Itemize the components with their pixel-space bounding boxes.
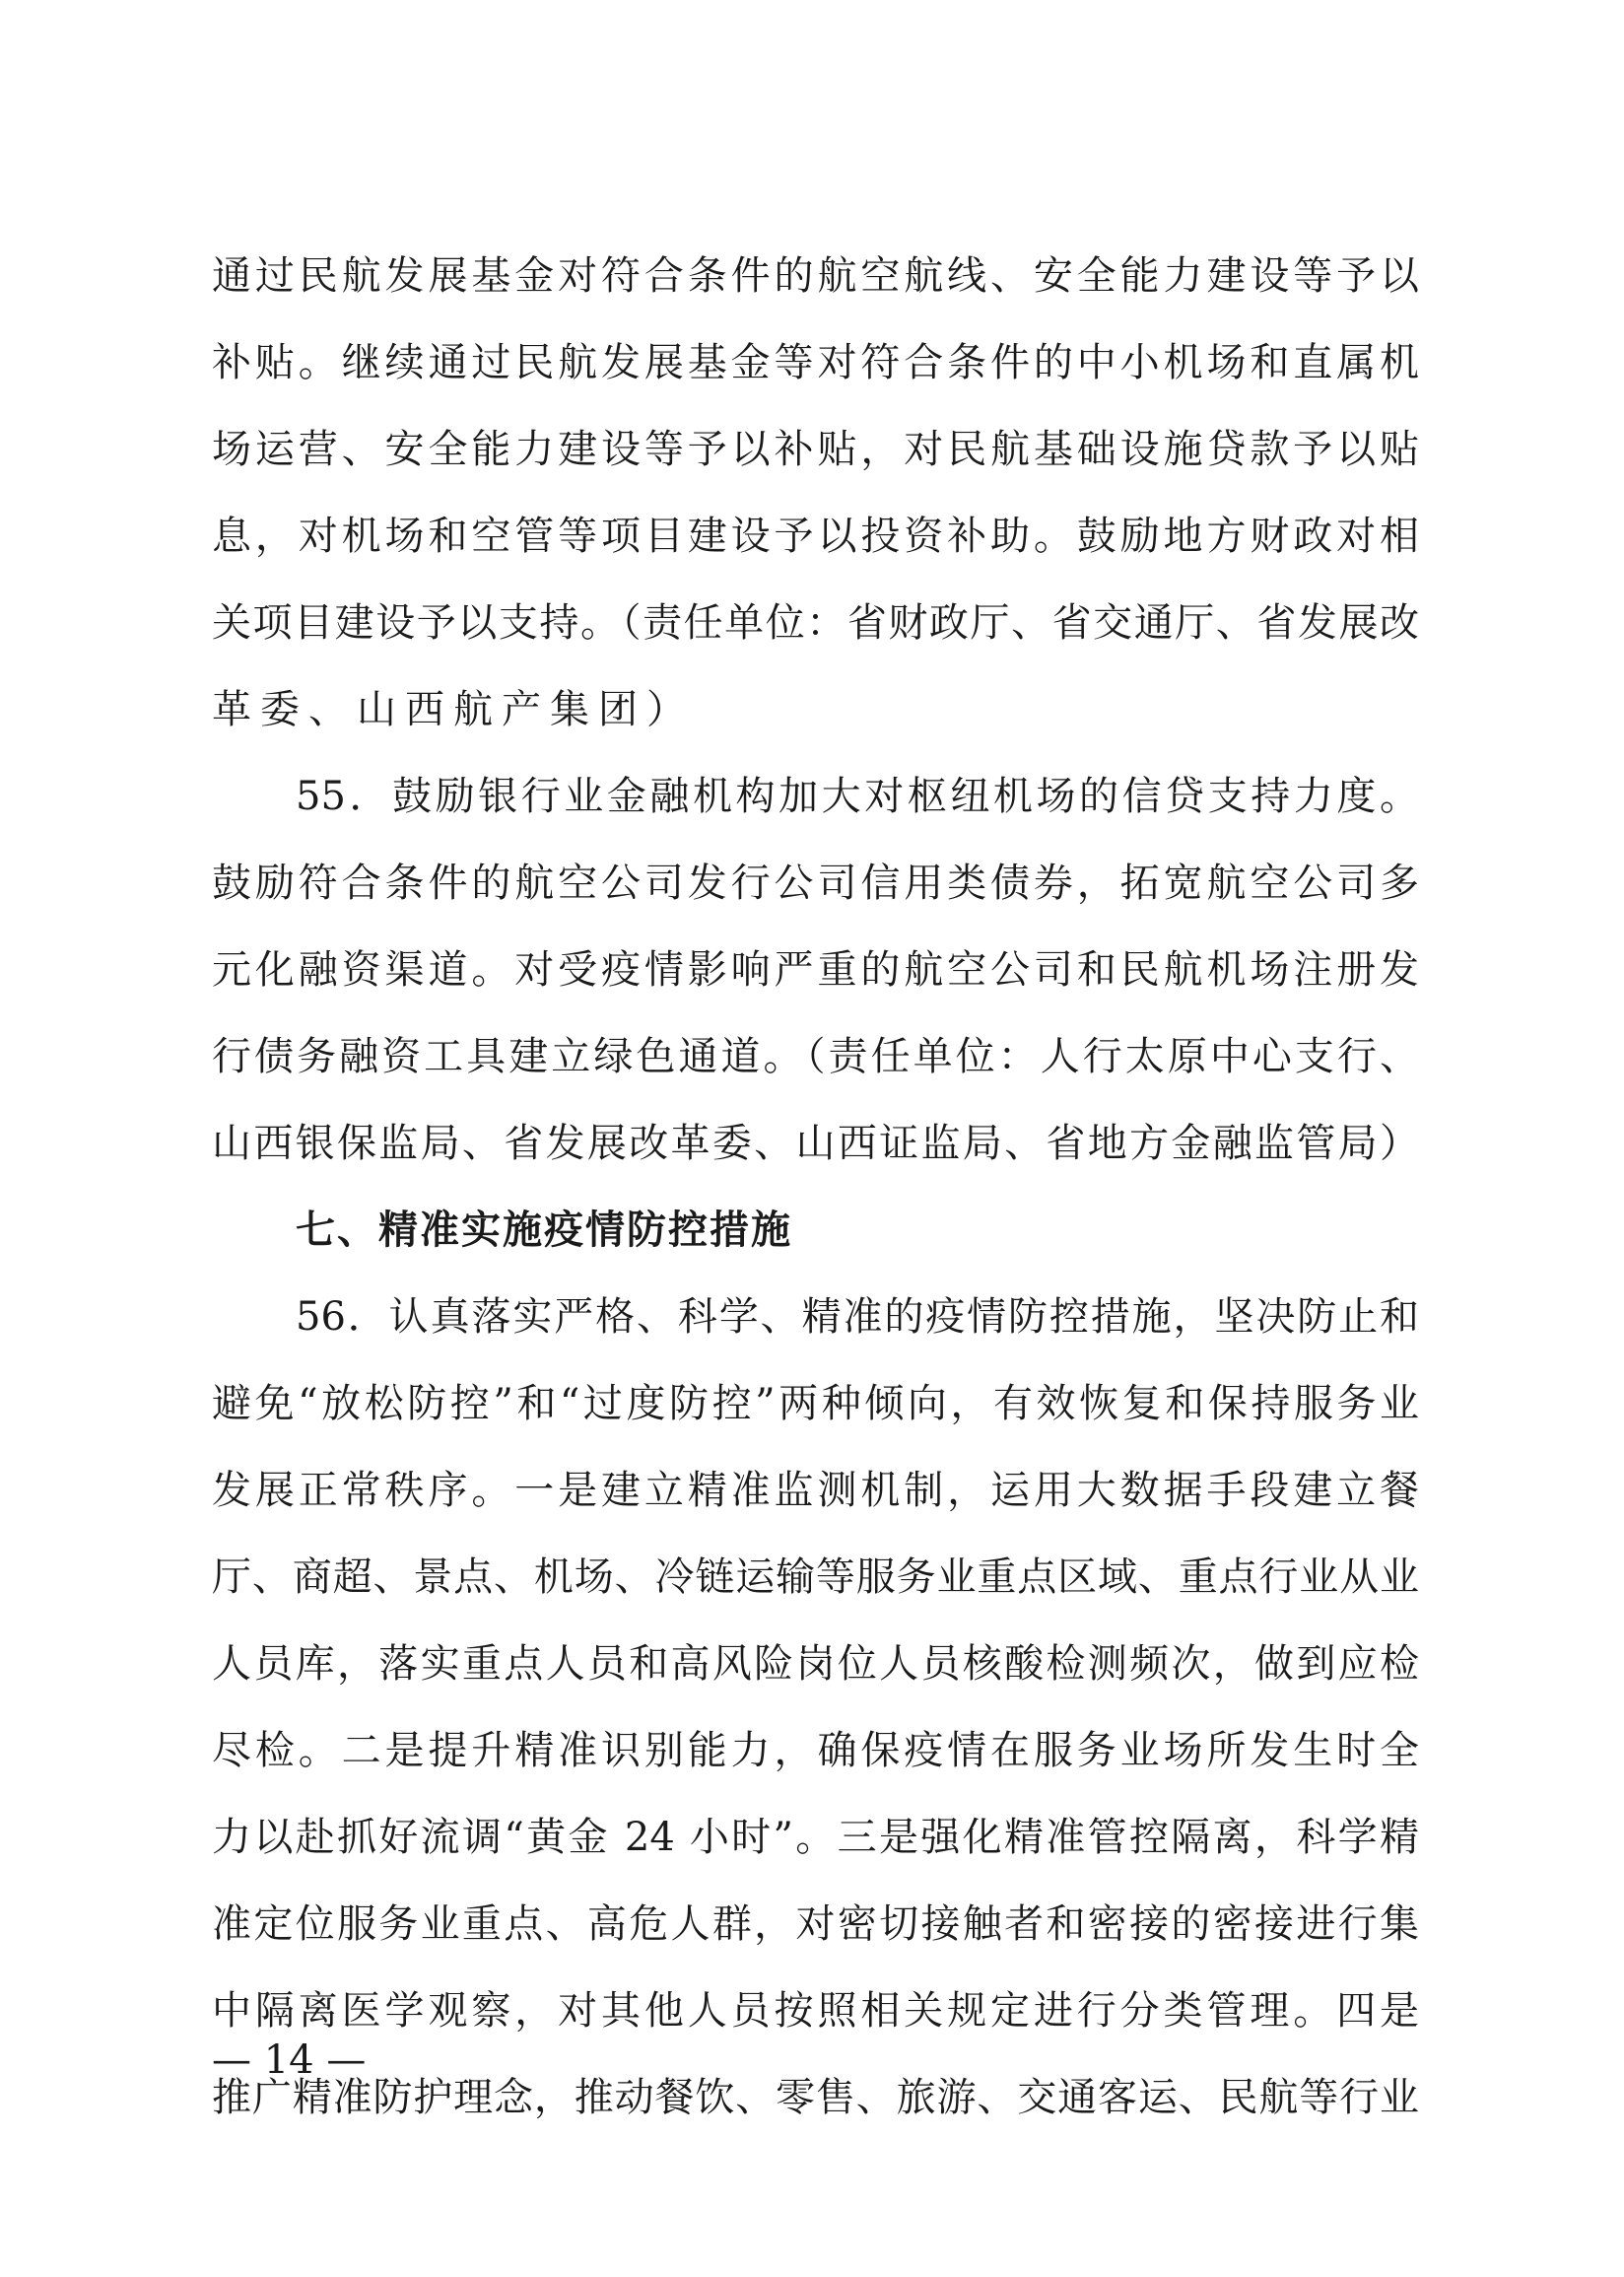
text-line: 补贴。继续通过民航发展基金等对符合条件的中小机场和直属机 (212, 340, 1419, 385)
text-line: 关项目建设予以支持。（责任单位：省财政厅、省交通厅、省发展改 (212, 600, 1419, 646)
text-line: 元化融资渠道。对受疫情影响严重的航空公司和民航机场注册发 (212, 947, 1419, 993)
text-line: 发展正常秩序。一是建立精准监测机制，运用大数据手段建立餐 (212, 1468, 1419, 1513)
text-line: 鼓励符合条件的航空公司发行公司信用类债券，拓宽航空公司多 (212, 861, 1419, 906)
paragraph-55-first-line: 55．鼓励银行业金融机构加大对枢纽机场的信贷支持力度。 (296, 774, 1419, 819)
text-line: 推广精准防护理念，推动餐饮、零售、旅游、交通客运、民航等行业 (212, 2075, 1419, 2120)
text-line: 避免“放松防控”和“过度防控”两种倾向，有效恢复和保持服务业 (212, 1381, 1419, 1426)
paragraph-56-first-line: 56．认真落实严格、科学、精准的疫情防控措施，坚决防止和 (296, 1294, 1419, 1340)
text-line: 山西银保监局、省发展改革委、山西证监局、省地方金融监管局） (212, 1121, 1419, 1166)
text-line: 准定位服务业重点、高危人群，对密切接触者和密接的密接进行集 (212, 1901, 1419, 1947)
text-line: 中隔离医学观察，对其他人员按照相关规定进行分类管理。四是 (212, 1988, 1419, 2034)
text-line: 场运营、安全能力建设等予以补贴，对民航基础设施贷款予以贴 (212, 427, 1419, 472)
text-line: 息，对机场和空管等项目建设予以投资补助。鼓励地方财政对相 (212, 514, 1419, 559)
page-number: — 14 — (212, 2037, 367, 2083)
text-line: 尽检。二是提升精准识别能力，确保疫情在服务业场所发生时全 (212, 1728, 1419, 1773)
text-line: 人员库，落实重点人员和高风险岗位人员核酸检测频次，做到应检 (212, 1641, 1419, 1687)
section-heading: 七、精准实施疫情防控措施 (296, 1208, 792, 1253)
text-line: 行债务融资工具建立绿色通道。（责任单位：人行太原中心支行、 (212, 1034, 1419, 1079)
text-line: 厅、商超、景点、机场、冷链运输等服务业重点区域、重点行业从业 (212, 1554, 1419, 1600)
text-line: 革委、山西航产集团） (212, 687, 695, 732)
text-line: 通过民航发展基金对符合条件的航空航线、安全能力建设等予以 (212, 253, 1419, 299)
text-line: 力以赴抓好流调“黄金 24 小时”。三是强化精准管控隔离，科学精 (212, 1815, 1419, 1860)
